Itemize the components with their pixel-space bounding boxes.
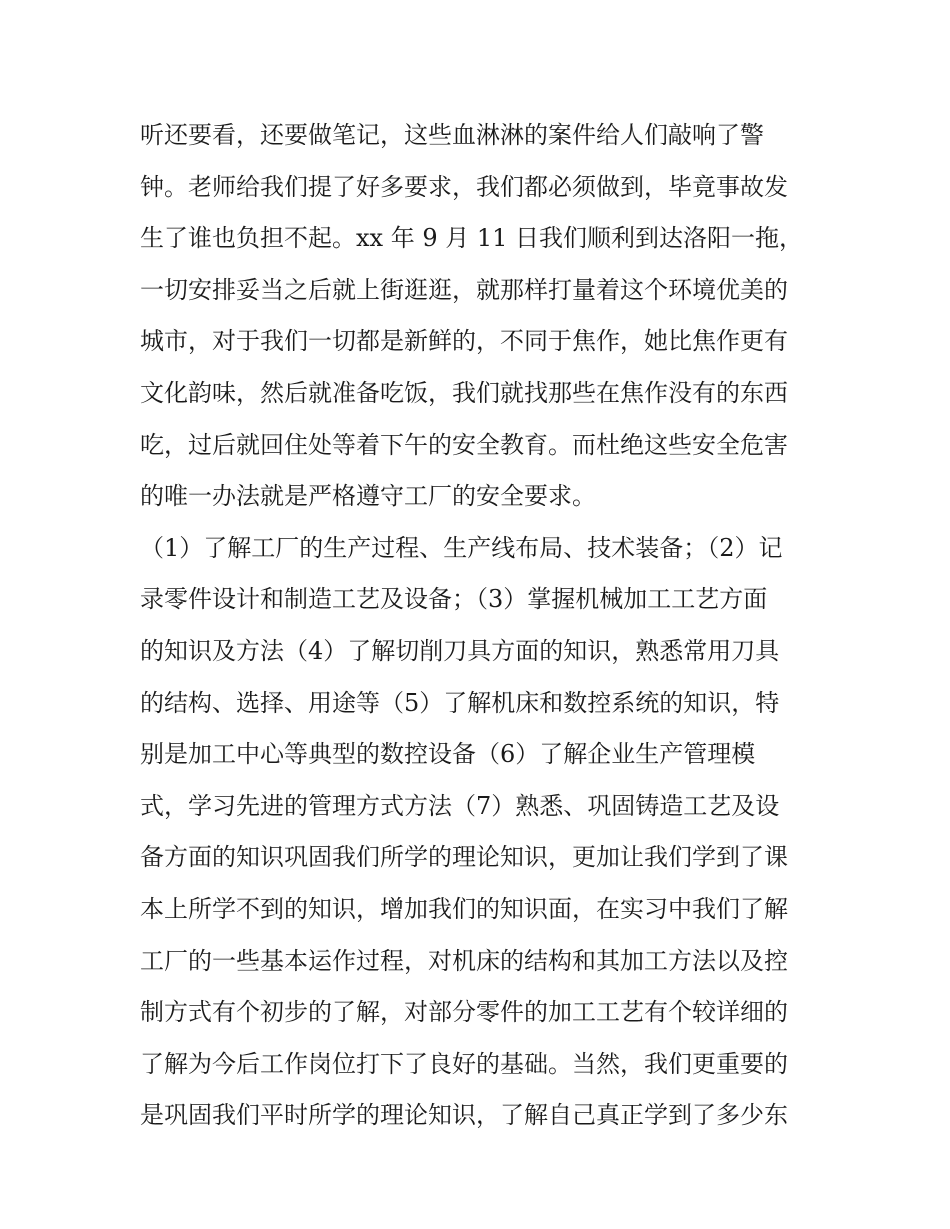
text-line: 别是加工中心等典型的数控设备（6）了解企业生产管理模 bbox=[140, 740, 756, 769]
text-line: 城市，对于我们一切都是新鲜的，不同于焦作，她比焦作更有 bbox=[140, 327, 788, 356]
text-line: 工厂的一些基本运作过程，对机床的结构和其加工方法以及控 bbox=[140, 946, 788, 975]
text-line: 吃，过后就回住处等着下午的安全教育。而杜绝这些安全危害 bbox=[140, 430, 788, 459]
text-line: 的结构、选择、用途等（5）了解机床和数控系统的知识，特 bbox=[140, 688, 780, 717]
text-line: 录零件设计和制造工艺及设备；（3）掌握机械加工工艺方面 bbox=[140, 585, 768, 614]
text-line: 的唯一办法就是严格遵守工厂的安全要求。 bbox=[140, 482, 596, 511]
text-line: 生了谁也负担不起。xx 年 9 月 11 日我们顺利到达洛阳一拖， bbox=[140, 224, 804, 253]
text-line: 了解为今后工作岗位打下了良好的基础。当然，我们更重要的 bbox=[140, 1049, 788, 1078]
text-line: 听还要看，还要做笔记，这些血淋淋的案件给人们敲响了警 bbox=[140, 121, 764, 149]
text-line: （1）了解工厂的生产过程、生产线布局、技术装备；（2）记 bbox=[140, 533, 783, 562]
text-line: 是巩固我们平时所学的理论知识，了解自己真正学到了多少东 bbox=[140, 1101, 788, 1130]
text-line: 备方面的知识巩固我们所学的理论知识，更加让我们学到了课 bbox=[140, 843, 788, 872]
text-line: 本上所学不到的知识，增加我们的知识面，在实习中我们了解 bbox=[140, 894, 788, 923]
text-line: 一切安排妥当之后就上街逛逛，就那样打量着这个环境优美的 bbox=[140, 275, 788, 304]
text-line: 制方式有个初步的了解，对部分零件的加工工艺有个较详细的 bbox=[140, 998, 788, 1027]
body-text bbox=[140, 110, 820, 1142]
text-line: 的知识及方法（4）了解切削刀具方面的知识，熟悉常用刀具 bbox=[140, 636, 780, 665]
text-line: 文化韵味，然后就准备吃饭，我们就找那些在焦作没有的东西 bbox=[140, 378, 788, 407]
text-line: 钟。老师给我们提了好多要求，我们都必须做到，毕竟事故发 bbox=[140, 172, 788, 201]
text-line: 式，学习先进的管理方式方法（7）熟悉、巩固铸造工艺及设 bbox=[140, 791, 780, 820]
